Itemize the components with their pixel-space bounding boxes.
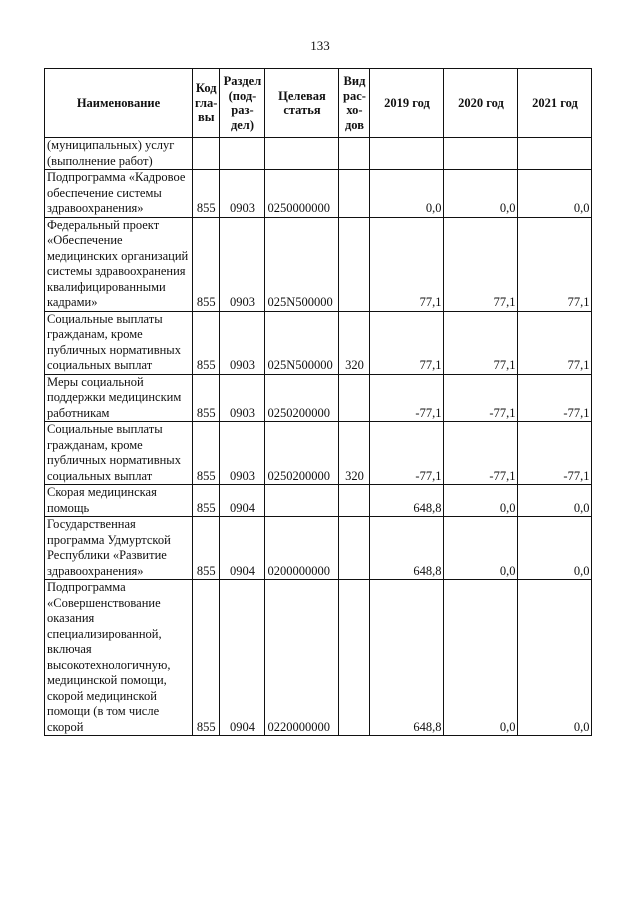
header-year-2021: 2021 год	[518, 69, 592, 138]
cell-year-2021: 77,1	[518, 217, 592, 311]
cell-target-article: 0220000000	[265, 580, 339, 736]
cell-target-article: 0250000000	[265, 170, 339, 218]
cell-section: 0904	[220, 485, 265, 517]
cell-year-2019: 648,8	[370, 517, 444, 580]
budget-table	[44, 68, 592, 736]
cell-chapter-code: 855	[193, 517, 220, 580]
cell-year-2020: 77,1	[444, 311, 518, 374]
cell-section: 0904	[220, 517, 265, 580]
cell-name: Социальные выплаты гражданам, кроме публичных нормативных социальных выплат	[45, 311, 193, 374]
cell-year-2020: 0,0	[444, 170, 518, 218]
table-row	[45, 311, 592, 374]
cell-chapter-code: 855	[193, 580, 220, 736]
cell-expense-type	[339, 517, 370, 580]
table-row	[45, 580, 592, 736]
cell-chapter-code: 855	[193, 485, 220, 517]
cell-chapter-code: 855	[193, 217, 220, 311]
cell-chapter-code: 855	[193, 170, 220, 218]
cell-year-2021: 77,1	[518, 311, 592, 374]
cell-section: 0903	[220, 217, 265, 311]
cell-name: Меры социальной поддержки медицинским работникам	[45, 374, 193, 422]
cell-year-2020: -77,1	[444, 374, 518, 422]
cell-year-2019: 648,8	[370, 580, 444, 736]
cell-year-2019: -77,1	[370, 422, 444, 485]
cell-section: 0903	[220, 422, 265, 485]
cell-section: 0903	[220, 374, 265, 422]
cell-expense-type	[339, 580, 370, 736]
cell-year-2021: 0,0	[518, 517, 592, 580]
cell-year-2019: 0,0	[370, 170, 444, 218]
cell-target-article: 0250200000	[265, 374, 339, 422]
cell-section	[220, 138, 265, 170]
cell-year-2019: 77,1	[370, 311, 444, 374]
table-row	[45, 517, 592, 580]
cell-chapter-code: 855	[193, 311, 220, 374]
cell-target-article	[265, 138, 339, 170]
header-chapter-code: Код гла-вы	[193, 69, 220, 138]
cell-name: Федеральный проект «Обеспечение медицинских организаций системы здравоохранения квалифицированными кадрами»	[45, 217, 193, 311]
cell-expense-type	[339, 485, 370, 517]
cell-name: Подпрограмма «Совершенствование оказания специализированной, включая высокотехнологичную, медицинской помощи, скорой медицинской помощи (в том числе скорой	[45, 580, 193, 736]
cell-target-article: 025N500000	[265, 311, 339, 374]
cell-name: Скорая медицинская помощь	[45, 485, 193, 517]
cell-section: 0904	[220, 580, 265, 736]
table-row	[45, 422, 592, 485]
table-row	[45, 217, 592, 311]
cell-target-article: 0250200000	[265, 422, 339, 485]
cell-year-2019	[370, 138, 444, 170]
cell-year-2020: 77,1	[444, 217, 518, 311]
cell-chapter-code: 855	[193, 374, 220, 422]
cell-name: Государственная программа Удмуртской Республики «Развитие здравоохранения»	[45, 517, 193, 580]
cell-year-2020: 0,0	[444, 580, 518, 736]
page-number: 133	[310, 38, 330, 53]
cell-chapter-code: 855	[193, 422, 220, 485]
table-row	[45, 170, 592, 218]
cell-section: 0903	[220, 311, 265, 374]
cell-name: Подпрограмма «Кадровое обеспечение системы здравоохранения»	[45, 170, 193, 218]
cell-year-2021: -77,1	[518, 422, 592, 485]
cell-expense-type	[339, 138, 370, 170]
cell-year-2021: 0,0	[518, 485, 592, 517]
header-year-2020: 2020 год	[444, 69, 518, 138]
cell-section: 0903	[220, 170, 265, 218]
cell-year-2021: 0,0	[518, 580, 592, 736]
cell-expense-type	[339, 170, 370, 218]
cell-year-2020: -77,1	[444, 422, 518, 485]
table-row	[45, 138, 592, 170]
cell-year-2021: -77,1	[518, 374, 592, 422]
cell-year-2020: 0,0	[444, 517, 518, 580]
cell-year-2019: 648,8	[370, 485, 444, 517]
table-row	[45, 374, 592, 422]
header-target-article: Целевая статья	[265, 69, 339, 138]
table-body	[45, 138, 592, 736]
cell-year-2021	[518, 138, 592, 170]
cell-expense-type	[339, 374, 370, 422]
header-year-2019: 2019 год	[370, 69, 444, 138]
cell-year-2019: -77,1	[370, 374, 444, 422]
header-row	[45, 69, 592, 138]
cell-expense-type: 320	[339, 311, 370, 374]
table-row	[45, 485, 592, 517]
cell-year-2019: 77,1	[370, 217, 444, 311]
header-name: Наименование	[45, 69, 193, 138]
cell-name: (муниципальных) услуг (выполнение работ)	[45, 138, 193, 170]
header-section: Раздел (под-раз-дел)	[220, 69, 265, 138]
cell-year-2021: 0,0	[518, 170, 592, 218]
cell-year-2020	[444, 138, 518, 170]
cell-target-article	[265, 485, 339, 517]
cell-year-2020: 0,0	[444, 485, 518, 517]
cell-chapter-code	[193, 138, 220, 170]
header-expense-type: Вид рас-хо-дов	[339, 69, 370, 138]
cell-expense-type	[339, 217, 370, 311]
cell-expense-type: 320	[339, 422, 370, 485]
cell-name: Социальные выплаты гражданам, кроме публичных нормативных социальных выплат	[45, 422, 193, 485]
cell-target-article: 0200000000	[265, 517, 339, 580]
cell-target-article: 025N500000	[265, 217, 339, 311]
